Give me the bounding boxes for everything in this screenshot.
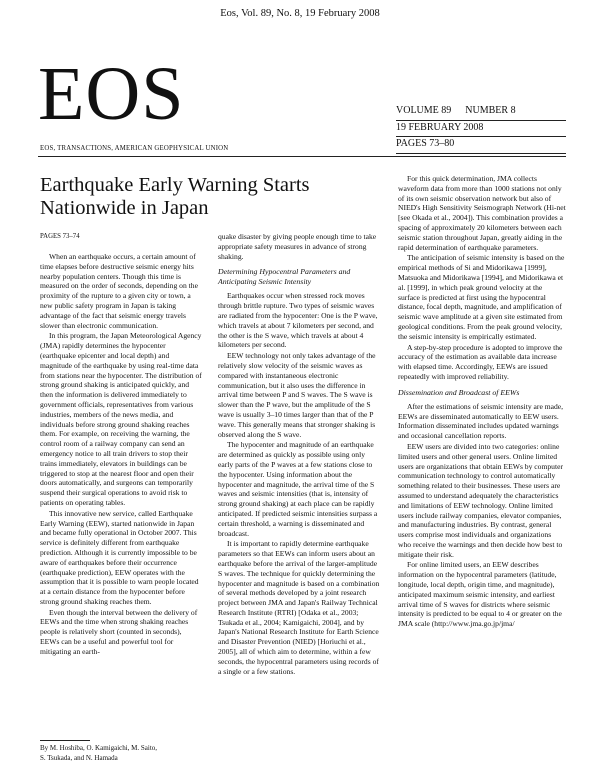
article-pages: PAGES 73–74 — [40, 233, 80, 240]
paragraph: quake disaster by giving people enough time to take appropriate safety measures in advance of strong shaking. — [218, 232, 377, 261]
section-heading: Dissemination and Broadcast of EEWs — [398, 387, 520, 397]
paragraph: After the estimations of seismic intensity are made, EEWs are disseminated automatically to EEW users. Information disseminated includes updated warnings and occasional cancellation reports. — [398, 401, 564, 441]
journal-citation: Eos, Vol. 89, No. 8, 19 February 2008 — [220, 8, 380, 19]
byline-divider — [40, 740, 90, 741]
paragraph: The hypocenter and magnitude of an earthquake are determined as quickly as possible using only early parts of the P waves at a few stations close to the hypocenter. Using information about the hypocenter and magnitude, the arrival time of the S waves and seismic intensities (that is, intensity of strong ground shaking) at each place can be rapidly anticipated. If predicted seismic intensities surpass a certain threshold, a warning is disseminated and broadcast. — [218, 440, 378, 538]
column-3 — [398, 174, 566, 630]
paragraph: For this quick determination, JMA collects waveform data from more than 1000 stations not only of its own seismic observation network but also of NIED's High Sensitivity Seismograph Network (Hi-net [see Okada et al., 2004]). This combination provides a spacing of approximately 20 kilometers between each seismic station throughout Japan, greatly aiding in the rapid determination of earthquake parameters. — [398, 174, 566, 252]
paragraph: When an earthquake occurs, a certain amount of time elapses before destructive seismic energy hits nearby population centers. Though this time is measured on the order of seconds, depending on the proximity of the rupture to a given city or town, a new public safety program in Japan is taking advantage of the fact that seismic energy travels slower than electronic communication. — [40, 252, 198, 330]
issue-volume-row — [396, 104, 566, 121]
column-1 — [40, 252, 202, 658]
section-heading: Determining Hypocentral Parameters and Anticipating Seismic Intensity — [218, 267, 351, 287]
article-title: Earthquake Early Warning Starts Nationwide in Japan — [40, 174, 310, 219]
paragraph: Earthquakes occur when stressed rock moves through brittle rupture. Two types of seismic waves are radiated from the hypocenter: One is the P wave, which travels at about 7 kilometers per second, and the other is the S wave, which travels at about 4 kilometers per second. — [218, 291, 378, 350]
issue-info — [396, 104, 566, 154]
byline-line-2: S. Tsukada, and N. Hamada — [40, 753, 118, 762]
paragraph: This innovative new service, called Earthquake Early Warning (EEW), started nationwide in Japan and became fully operational in October 2007. This service is definitely different from earthquake prediction. Although it is currently impossible to be aware of earthquakes before their occurrence (earthquake prediction), EEW operates with the assumption that it is possible to warn people located at a certain distance from the hypocenter before strong ground shaking reaches them. — [40, 508, 199, 606]
paragraph: EEW technology not only takes advantage of the relatively slow velocity of the seismic waves as compared with instantaneous electronic communication, but it also uses the difference in arrival time between P and S waves. The S wave is slower than the P wave, but the amplitude of the S wave is usually 3–10 times larger than that of the P wave. This generally means that stronger shaking is observed along the S wave. — [218, 351, 376, 439]
issue-pages: PAGES 73–80 — [396, 137, 566, 154]
logo-tagline: EOS, TRANSACTIONS, AMERICAN GEOPHYSICAL UNION — [40, 145, 229, 152]
author-byline — [40, 744, 205, 763]
byline-line-1: By M. Hoshiba, O. Kamigaichi, M. Saito, — [40, 744, 158, 752]
header-divider — [38, 156, 566, 157]
paragraph: It is important to rapidly determine earthquake parameters so that EEWs can inform users about an earthquake before the arrival of the larger-amplitude S waves. The technique for quickly determining the hypocenter and magnitude is based on a combination of several methods developed by a joint research project between JMA and Japan's Railway Technical Research Institute (RTRI) [Odaka et al., 2003; Tsukada et al., 2004; Kamigaichi, 2004], and by Japan's National Research Institute for Earth Science and Disaster Prevention (NIED) [Horiuchi et al., 2005], all of which aim to determine, within a few seconds, the hypocentral parameters using records of a single or a few stations. — [218, 539, 380, 676]
paragraph: Even though the interval between the delivery of EEWs and the time when strong shaking reaches people is relatively short (counted in seconds), EEWs can be a useful and powerful tool for mitigating an earth- — [40, 607, 198, 656]
paragraph: A step-by-step procedure is adopted to improve the accuracy of the estimation as available data increase with elapsed time. Accordingly, EEWs are issued repeatedly with improved reliability. — [398, 342, 563, 381]
column-2 — [218, 232, 382, 677]
issue-number: NUMBER 8 — [465, 105, 516, 116]
paragraph: EEW users are divided into two categories: online limited users and other general users. Online limited users are organizations that obtain EEWs by computer communication technology to control automatically something related to their businesses. These users are assumed to understand adequately the characteristics and limitations of EEW technology. Online limited users include railway companies, elevator companies, and manufacturing industries. By contrast, general users comprise most individuals and organizations who receive the warnings and then decide how best to mitigate their risk. — [398, 441, 563, 559]
paragraph: The anticipation of seismic intensity is based on the empirical methods of Si and Midorikawa [1999], Matsuoka and Midorikawa [1994], and Midorikawa et al. [1999], in which peak ground velocity at the surface is predicted at first using the hypocentral distance, focal depth, magnitude, and amplification of seismic wave amplitude at a given site estimated from geological conditions. From the peak ground velocity, the seismic intensity is empirically estimated. — [398, 253, 565, 341]
issue-date: 19 FEBRUARY 2008 — [396, 121, 566, 138]
paragraph: In this program, the Japan Meteorological Agency (JMA) rapidly determines the hypocenter (earthquake epicenter and local depth) and magnitude of the earthquake by using real-time data from stations near the hypocenter. The distribution of strong ground shaking is anticipated quickly, and then the information is delivered immediately to government officials, representatives from various industries, members of the news media, and individuals before strong ground shaking reaches them. For example, on receiving the warning, the control room of a railway company can send an emergency notice to all train drivers to stop their trains immediately, elevators in buildings can be triggered to stop at the nearest floor and open their doors automatically, and surgeons can temporarily suspend their surgical operations to avoid risk to patients on operating tables. — [40, 331, 202, 507]
eos-logo: EOS — [38, 52, 185, 136]
paragraph: For online limited users, an EEW describes information on the hypocentral parameters (latitude, longitude, local depth, origin time, and magnitude), anticipated maximum seismic intensity, and earliest arrival time of S waves for districts where seismic intensity is predicted to be equal to 4 or greater on the JMA scale (http://www.jma.go.jp/jma/ — [398, 560, 562, 629]
issue-volume: VOLUME 89 — [396, 105, 452, 116]
